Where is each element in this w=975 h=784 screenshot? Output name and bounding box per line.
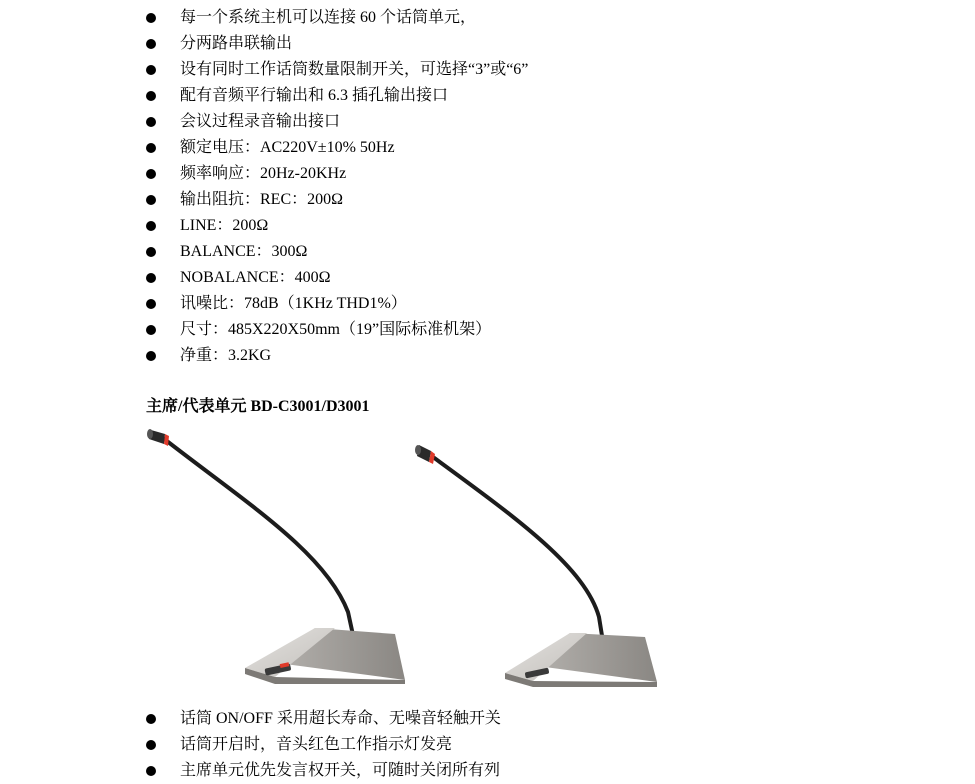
microphone-gooseneck <box>163 438 353 635</box>
microphone-head <box>147 429 169 446</box>
bullet-icon <box>146 143 156 153</box>
spec-text: 每一个系统主机可以连接 60 个话筒单元， <box>180 9 477 26</box>
spec-text: 尺寸：485X220X50mm（19”国际标准机架） <box>180 321 492 338</box>
spec-text: 设有同时工作话筒数量限制开关，可选择“3”或“6” <box>180 61 529 78</box>
bullet-icon <box>146 13 156 23</box>
microphone-head <box>415 445 435 464</box>
bullet-icon <box>146 91 156 101</box>
bullet-icon <box>146 766 156 776</box>
bullet-icon <box>146 273 156 283</box>
spec-text: BALANCE：300Ω <box>180 243 308 260</box>
bullet-icon <box>146 65 156 75</box>
section-title: 主席/代表单元 BD-C3001/D3001 <box>146 398 370 415</box>
bullet-icon <box>146 221 156 231</box>
spec-text: 会议过程录音输出接口 <box>180 113 341 130</box>
bullet-icon <box>146 117 156 127</box>
delegate-unit-image <box>405 437 670 697</box>
unit-base <box>505 633 657 687</box>
bullet-icon <box>146 39 156 49</box>
bullet-icon <box>146 169 156 179</box>
feature-text: 主席单元优先发言权开关，可随时关闭所有列 <box>180 762 501 779</box>
bullet-icon <box>146 247 156 257</box>
spec-text: 讯噪比：78dB（1KHz THD1%） <box>180 295 407 312</box>
spec-text: 频率响应：20Hz-20KHz <box>180 165 347 182</box>
spec-text: 分两路串联输出 <box>180 35 293 52</box>
spec-text: 输出阻抗：REC：200Ω <box>180 191 344 208</box>
bullet-icon <box>146 195 156 205</box>
bullet-icon <box>146 325 156 335</box>
feature-text: 话筒 ON/OFF 采用超长寿命、无噪音轻触开关 <box>180 710 501 727</box>
bullet-icon <box>146 351 156 361</box>
chairman-unit-image <box>135 422 415 697</box>
spec-text: 额定电压：AC220V±10% 50Hz <box>180 139 395 156</box>
spec-text: 净重：3.2KG <box>180 347 272 364</box>
unit-base <box>245 628 405 684</box>
feature-text: 话筒开启时，音头红色工作指示灯发亮 <box>180 736 453 753</box>
spec-text: NOBALANCE：400Ω <box>180 269 331 286</box>
microphone-gooseneck <box>433 457 603 642</box>
bullet-icon <box>146 299 156 309</box>
bullet-icon <box>146 714 156 724</box>
bullet-icon <box>146 740 156 750</box>
spec-text: LINE：200Ω <box>180 217 269 234</box>
spec-text: 配有音频平行输出和 6.3 插孔输出接口 <box>180 87 449 104</box>
